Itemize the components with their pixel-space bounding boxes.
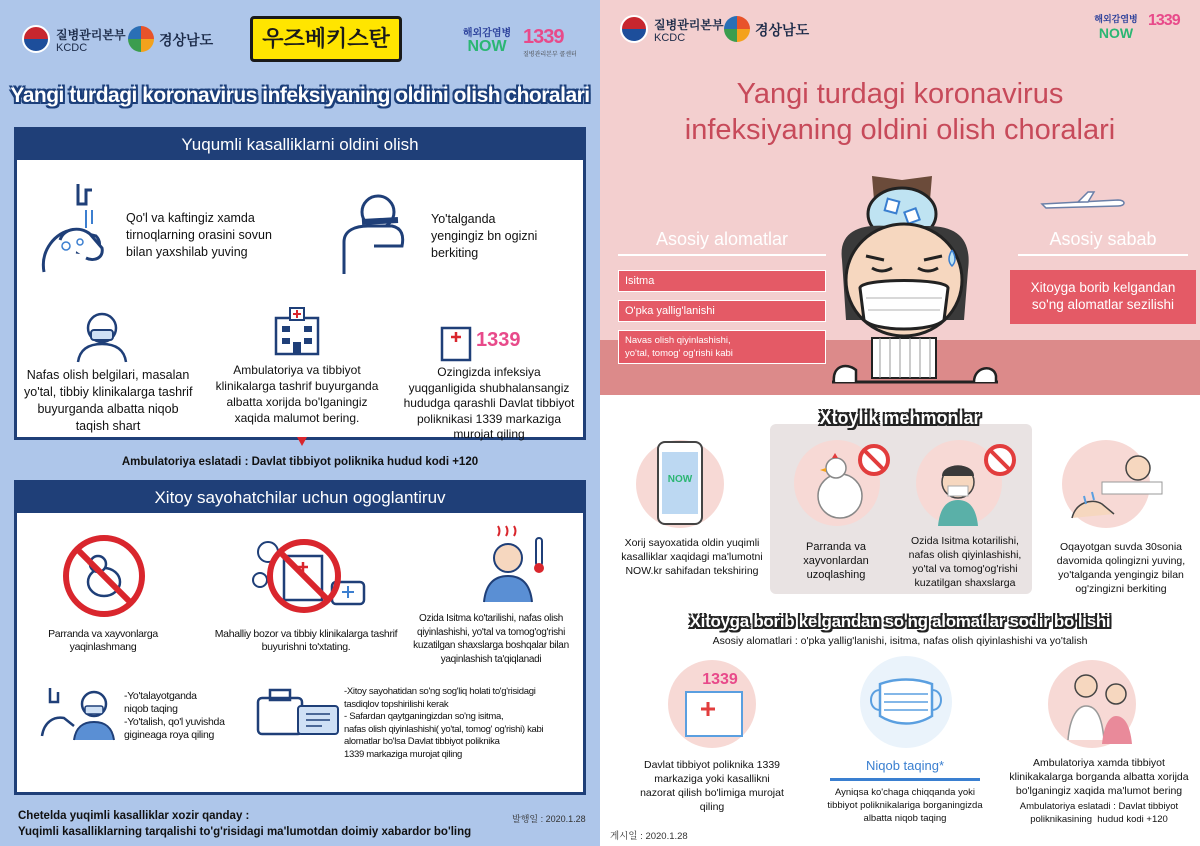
now-logo-text: NOW: [467, 38, 507, 55]
mask-handwash-icon: [40, 682, 116, 742]
svg-text:1339: 1339: [476, 329, 521, 351]
fever-person-icon: [478, 520, 558, 604]
callcenter-1339-icon: [438, 318, 538, 364]
hospital-icon: [270, 306, 324, 356]
after-trip-text: -Xitoy sayohatidan so'ng sog'liq holati to'g'risidagi tasdiqlov topshirilishi kerak - Safardan qaytganingizdan so'ng isitma, nafas olish qiyinlashishi( yo'tal, tomog' og'rishi) kabi alomatlar bo'lsa Davlat tibbiyot poliknika 1339 markaziga murojat qiling: [344, 686, 544, 760]
guest3-text: Ozida Isitma kotarilishi, nafas olish qiyinlashishi, yo'tal va tomog'og'rishi kuzatilgan shaxslarga: [908, 535, 1022, 589]
no-market-text: Mahalliy bozor va tibbiy klinikalarga tashrif buyurishni to'xtating.: [214, 628, 398, 653]
right-title: [600, 76, 1200, 148]
right-poster: [600, 0, 1200, 846]
no-poultry-icon: [62, 534, 146, 618]
smartphone-now-icon: [656, 440, 704, 526]
sneezing-person-icon: [918, 440, 1022, 526]
after-return-subtitle: Asosiy alomatlari : o'pka yallig'lanishi, isitma, nafas olish qiyinlashishi va yo'talish: [712, 635, 1088, 647]
footer-advice: Yuqimli kasalliklarning tarqalishi to'g'risidagi ma'lumotdan doimiy xabardor bo'ling: [18, 826, 472, 838]
issue-date: 발행일 : 2020.1.28: [512, 814, 586, 824]
svg-text:NOW: NOW: [667, 474, 693, 485]
cough-sleeve-icon: [332, 186, 412, 276]
gyeongnam-name: 경상남도: [159, 32, 214, 48]
posted-date: 게시일 : 2020.1.28: [610, 831, 688, 842]
after3-text: Ambulatoriya xamda tibbiyot klinikakalarga borganda albatta xorijda bo'lganingiz xaqida ma'lumot bering: [1009, 757, 1189, 797]
guest1-text: Xorij sayoxatida oldin yuqimli kasalliklar xaqidagi ma'lumotni NOW.kr sahifadan tekshiring: [621, 537, 763, 577]
gyeongnam-name: 경상남도: [755, 22, 810, 38]
now-logo: [455, 24, 519, 64]
svg-text:1339: 1339: [702, 671, 738, 688]
taegeuk-icon: [22, 25, 50, 53]
now-logo-right: [1088, 12, 1144, 52]
kcdc-english-name: KCDC: [654, 32, 686, 44]
mask-clinic-text: Nafas olish belgilari, masalan yo'tal, tibbiy klinikalarga tashrif buyurganda albatta niqob taqish shart: [24, 368, 193, 433]
inform-abroad-text: Ambulatoriya va tibbiyot klinikalarga tashrif buyurganda albatta xorijda bo'lganingiz xaqida malumot bering.: [215, 363, 379, 425]
kcdc-korean-name: 질병관리본부: [56, 28, 126, 42]
callcenter-1339-logo-right: [1148, 12, 1196, 50]
footer-question: Chetelda yuqimli kasalliklar xozir qanday :: [18, 810, 250, 822]
symptoms-tab: Asosiy alomatlar: [618, 222, 826, 256]
after1-text: Davlat tibbiyot poliknika 1339 markaziga yoki kasallikni nazorat qilish bo'limiga murojat qiling: [640, 759, 784, 813]
mask-title: Niqob taqing*: [865, 758, 945, 773]
symptom-breathing: Navas olish qiyinlashishi, yo'tal, tomog' og'rishi kabi: [618, 330, 826, 364]
country-badge: 우즈베키스탄: [250, 16, 402, 62]
callcenter-number: 1339: [523, 26, 564, 48]
no-market-clinic-icon: [246, 530, 370, 618]
guests-heading: Xtoylik mehmonlar: [819, 408, 981, 428]
guest4-text: Oqayotgan suvda 30sonia davomida qolingizni yuving, yo'talganda yengingiz bilan og'zingizni berkiting: [1056, 541, 1186, 595]
right-title-line2: infeksiyaning oldini olish choralari: [684, 114, 1116, 146]
now-logo-korean: 해외감염병: [1094, 14, 1138, 24]
callcenter-number: 1339: [1148, 12, 1180, 29]
mask-text: Ayniqsa ko'chaga chiqqanda yoki tibbiyot poliknikalariga borganingizda albatta niqob taqing: [827, 787, 983, 824]
kcdc-english-name: KCDC: [56, 42, 88, 54]
prevention-header: Yuqumli kasalliklarni oldini olish: [17, 130, 583, 160]
face-mask-icon: [866, 676, 946, 728]
right-title-line1: Yangi turdagi koronavirus: [736, 78, 1064, 110]
left-title: Yangi turdagi koronavirus infeksiyaning oldini olish choralari: [10, 84, 590, 107]
symptom-fever: Isitma: [618, 270, 826, 292]
taegeuk-icon: [620, 15, 648, 43]
no-poultry-text: Parranda va xayvonlarga yaqinlashmang: [48, 628, 158, 653]
handwash-text: Qo'l va kaftingiz xamda tirnoqlarning orasini sovun bilan yaxshilab yuving: [126, 211, 272, 259]
guest2-text: Parranda va xayvonlardan uzoqlashing: [803, 541, 869, 581]
after-return-heading: Xitoyga borib kelgandan so'ng alomatlar sodir bo'lishi: [689, 612, 1111, 631]
handwash-icon: [36, 180, 108, 280]
now-logo-text: NOW: [1098, 25, 1134, 41]
cause-text: Xitoyga borib kelgandan so'ng alomatlar sezilishi: [1010, 270, 1196, 324]
symptom-pneumonia: O'pka yallig'lanishi: [618, 300, 826, 322]
doctor-patient-icon: [1050, 660, 1146, 748]
handwash-cough-icon: [1062, 442, 1172, 528]
kcdc-korean-name: 질병관리본부: [654, 18, 724, 32]
callcenter-1339-logo: [523, 26, 583, 64]
chicken-icon: [804, 440, 904, 526]
gyeongnam-sun-icon: [128, 26, 154, 52]
now-logo-korean: 해외감염병: [462, 28, 512, 39]
down-arrow-icon: [297, 437, 307, 446]
ambulatoriya-notice: Ambulatoriya eslatadi : Davlat tibbiyot poliknika hudud kodi +120: [121, 456, 479, 468]
clinic-1339-icon: [678, 662, 758, 742]
kcdc-logo-right: [620, 12, 730, 52]
cause-tab: Asosiy sabab: [1018, 222, 1188, 256]
masked-person-icon: [74, 306, 130, 364]
fever-isolation-text: Ozida Isitma ko'tarilishi, nafas olish qiyinlashishi, yo'tal va tomog'og'rishi kuzatilgan shaxslarga boshqalar bilan yaqinlashish ta'qiqlanadi: [413, 613, 569, 665]
callcenter-subtitle: 질병관리본부 콜센터: [523, 52, 577, 58]
self-report-text: Ozingizda infeksiya yuqganligida shubhalansangiz hududga qarashli Davlat tibbiyot poliknikasi 1339 markaziga murojat qiling: [403, 365, 575, 441]
mask-title-underline: [830, 778, 980, 781]
gyeongnam-sun-icon: [724, 16, 750, 42]
cough-text: Yo'talganda yengingiz bn ogizni berkiting: [431, 212, 538, 260]
suitcase-document-icon: [254, 686, 342, 738]
sick-person-illustration: [832, 170, 998, 390]
airplane-icon: [1038, 190, 1128, 214]
travelers-header: Xitoy sayohatchilar uchun ogoglantiruv: [17, 483, 583, 513]
after3-small-text: Ambulatoriya eslatadi : Davlat tibbiyot poliknikasining hudud kodi +120: [1019, 801, 1179, 825]
cough-hygiene-text: -Yo'talayotganda niqob taqing -Yo'talish, qo'l yuvishda gigineaga roya qiling: [124, 690, 225, 741]
kcdc-logo: [22, 22, 132, 62]
